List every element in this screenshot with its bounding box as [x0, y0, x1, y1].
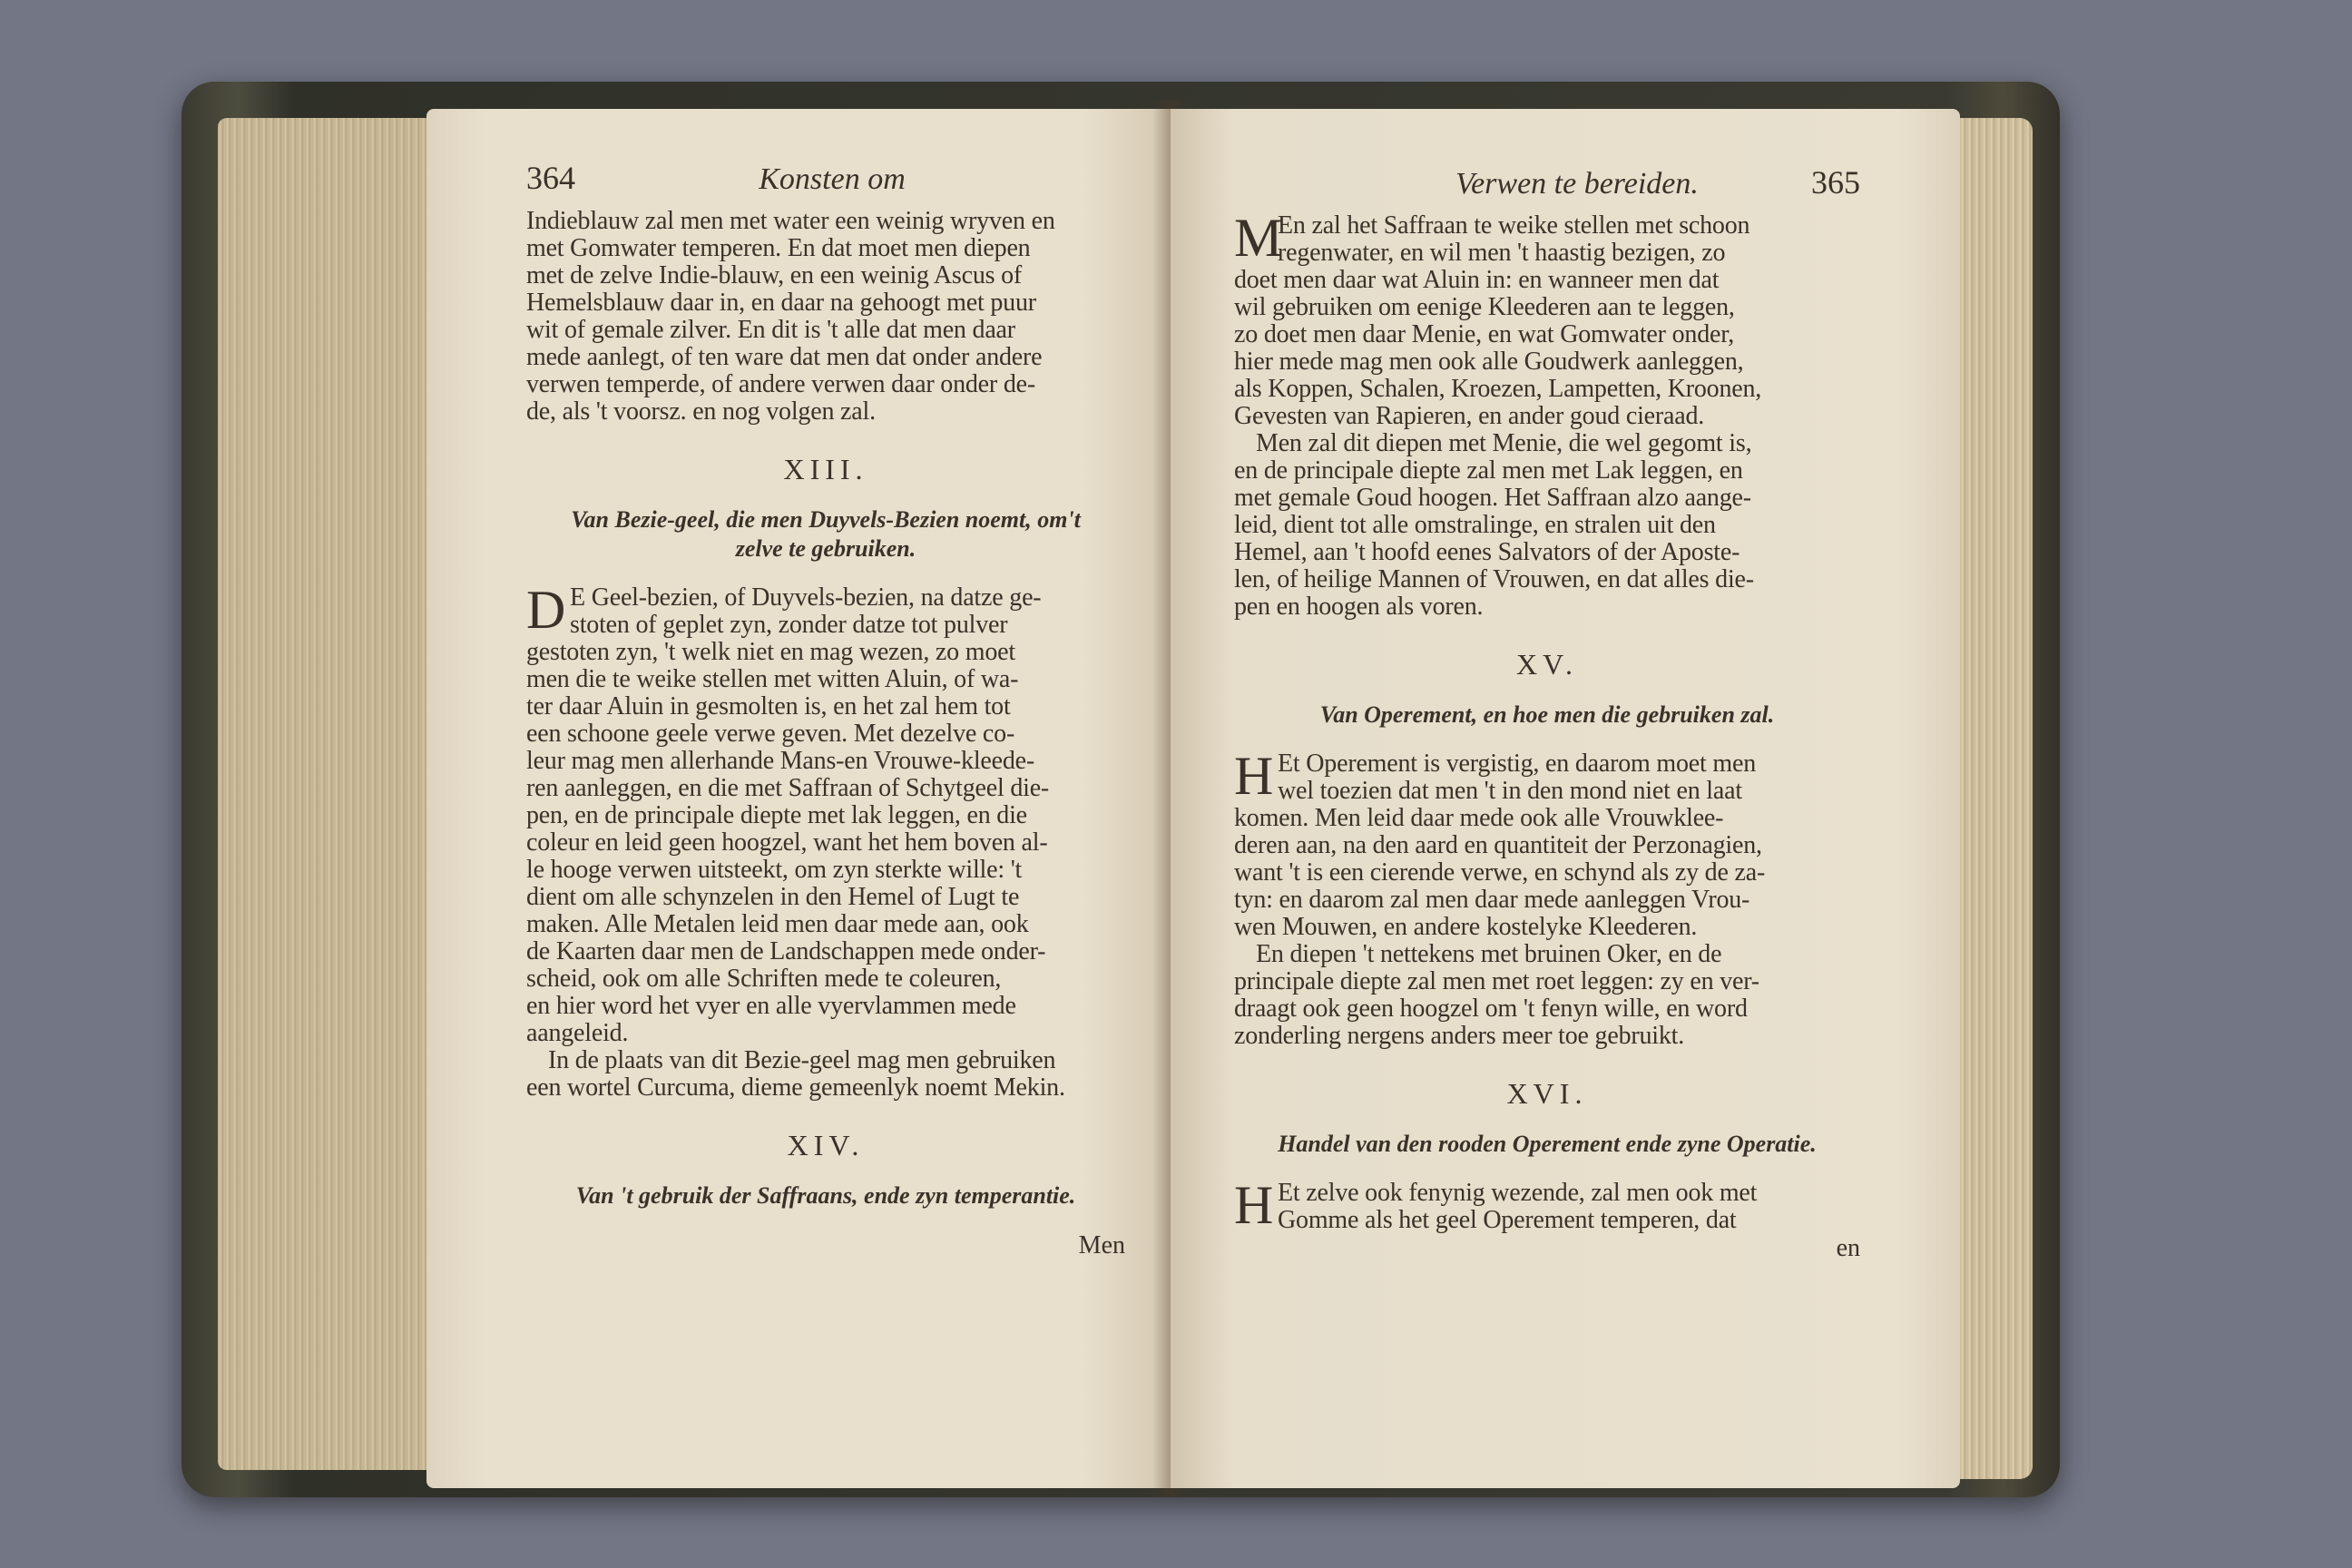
- text-line: de Kaarten daar men de Landschappen mede onder-: [526, 937, 1046, 965]
- text-line: leur mag men allerhande Mans-en Vrouwe-kleede-: [526, 747, 1035, 775]
- text-line: hier mede mag men ook alle Goudwerk aanleggen,: [1234, 348, 1744, 376]
- text-line: tyn: en daarom zal men daar mede aanleggen Vrou-: [1234, 886, 1750, 914]
- text-line-content: E Geel-bezien, of Duyvels-bezien, na datze ge-: [570, 583, 1042, 612]
- left-page-text: [526, 159, 1125, 1260]
- text-line: verwen temperde, of andere verwen daar onder de-: [526, 370, 1035, 398]
- text-line: gestoten zyn, 't welk niet en mag wezen, zo moet: [526, 638, 1015, 666]
- catchword: en: [1836, 1234, 1860, 1262]
- text-line: zonderling nergens anders meer toe gebruikt.: [1234, 1022, 1685, 1050]
- text-line: ren aanleggen, en die met Saffraan of Schytgeel die-: [526, 774, 1050, 802]
- text-line-content: Et zelve ook fenynig wezende, zal men ook met: [1278, 1179, 1758, 1207]
- text-line: En diepen 't nettekens met bruinen Oker, en de: [1256, 940, 1722, 968]
- running-head: Verwen te bereiden.: [1455, 167, 1699, 201]
- text-line: wel toezien dat men 't in den mond niet en laat: [1278, 777, 1742, 805]
- text-line: dient om alle schynzelen in den Hemel of Lugt te: [526, 883, 1020, 911]
- text-line: coleur en leid geen hoogzel, want het hem boven al-: [526, 828, 1048, 857]
- section-subtitle: Van Operement, en hoe men die gebruiken zal.: [1319, 701, 1775, 728]
- text-line: Gevesten van Rapieren, en ander goud cieraad.: [1234, 402, 1705, 430]
- catchword: Men: [1078, 1231, 1125, 1259]
- text-line: met de zelve Indie-blauw, en een weinig Ascus of: [526, 261, 1023, 289]
- drop-cap: H: [1234, 1175, 1274, 1235]
- section-title: XVI.: [1506, 1077, 1588, 1110]
- text-line: principale diepte zal men met roet leggen: zy en ver-: [1234, 967, 1759, 995]
- page-number: 365: [1810, 164, 1860, 201]
- text-line: draagt ook geen hoogzel om 't fenyn wille, en word: [1234, 995, 1748, 1023]
- section-subtitle: zelve te gebruiken.: [735, 535, 916, 562]
- drop-cap: D: [526, 580, 566, 640]
- section-subtitle: Handel van den rooden Operement ende zyne Operatie.: [1278, 1131, 1817, 1157]
- text-line-content: En zal het Saffraan te weike stellen met schoon: [1278, 211, 1750, 240]
- right-page-text: [1234, 163, 1860, 1263]
- text-line: wit of gemale zilver. En dit is 't alle dat men daar: [526, 316, 1015, 344]
- left-page: [426, 109, 1171, 1488]
- text-line: le hooge verwen uitsteekt, om zyn sterkte wille: 't: [526, 856, 1023, 884]
- text-line-content: Et Operement is vergistig, en daarom moet men: [1278, 750, 1757, 778]
- drop-cap: H: [1234, 746, 1274, 806]
- text-line: ter daar Aluin in gesmolten is, en het zal hem tot: [526, 692, 1011, 720]
- text-line: een schoone geele verwe geven. Met dezelve co-: [526, 720, 1015, 748]
- text-line: scheid, ook om alle Schriften mede te coleuren,: [526, 965, 1002, 993]
- page-edges-left: [218, 118, 445, 1470]
- text-line: maken. Alle Metalen leid men daar mede aan, ook: [526, 910, 1029, 938]
- text-line: de, als 't voorsz. en nog volgen zal.: [526, 397, 876, 426]
- text-line: mede aanlegt, of ten ware dat men dat onder andere: [526, 343, 1043, 371]
- text-line: als Koppen, Schalen, Kroezen, Lampetten, Kroonen,: [1234, 375, 1762, 403]
- text-line: len, of heilige Mannen of Vrouwen, en dat alles die-: [1234, 565, 1754, 593]
- text-line: met Gomwater temperen. En dat moet men diepen: [526, 234, 1031, 262]
- text-line: Gomme als het geel Operement temperen, dat: [1278, 1206, 1737, 1234]
- text-line: aangeleid.: [526, 1019, 629, 1047]
- text-line: pen en hoogen als voren.: [1234, 593, 1484, 621]
- text-line: een wortel Curcuma, dieme gemeenlyk noemt Mekin.: [526, 1073, 1065, 1102]
- text-line: In de plaats van dit Bezie-geel mag men gebruiken: [548, 1046, 1056, 1074]
- text-line: komen. Men leid daar mede ook alle Vrouwklee-: [1234, 804, 1724, 832]
- text-line: stoten of geplet zyn, zonder datze tot pulver: [570, 611, 1008, 639]
- text-line: wil gebruiken om eenige Kleederen aan te leggen,: [1234, 293, 1735, 321]
- page-number: 364: [526, 160, 575, 196]
- drop-cap: M: [1234, 208, 1283, 268]
- text-line: zo doet men daar Menie, en wat Gomwater onder,: [1234, 320, 1735, 348]
- right-page: [1171, 109, 1960, 1488]
- section-title: XV.: [1515, 648, 1579, 681]
- text-line: en de principale diepte zal men met Lak leggen, en: [1234, 456, 1743, 485]
- text-line: met gemale Goud hoogen. Het Saffraan alzo aange-: [1234, 484, 1751, 512]
- text-line: men die te weike stellen met witten Aluin, of wa-: [526, 665, 1019, 693]
- left-page-header: [526, 159, 1125, 197]
- running-head: Konsten om: [759, 162, 906, 196]
- text-line: pen, en de principale diepte met lak leggen, en die: [526, 801, 1027, 829]
- section-subtitle: Van 't gebruik der Saffraans, ende zyn temperantie.: [575, 1182, 1076, 1209]
- text-line: Hemelsblauw daar in, en daar na gehoogt met puur: [526, 289, 1036, 317]
- text-line: Men zal dit diepen met Menie, die wel gegomt is,: [1256, 429, 1752, 457]
- section-subtitle: Van Bezie-geel, die men Duyvels-Bezien noemt, om't: [571, 506, 1081, 533]
- section-title: XIV.: [787, 1129, 865, 1161]
- text-line: en hier word het vyer en alle vyervlammen mede: [526, 992, 1016, 1020]
- text-line: want 't is een cierende verwe, en schynd als zy de za-: [1234, 858, 1766, 887]
- text-line: doet men daar wat Aluin in: en wanneer men dat: [1234, 266, 1720, 294]
- text-line: wen Mouwen, en andere kostelyke Kleederen.: [1234, 913, 1698, 941]
- text-line: Indieblauw zal men met water een weinig wryven en: [526, 207, 1055, 235]
- text-line: leid, dient tot alle omstralinge, en stralen uit den: [1234, 511, 1716, 539]
- text-line: regenwater, en wil men 't haastig bezigen, zo: [1278, 239, 1726, 267]
- right-page-header: [1234, 163, 1860, 201]
- section-title: XIII.: [783, 453, 868, 485]
- text-line: Hemel, aan 't hoofd eenes Salvators of der Aposte-: [1234, 538, 1740, 566]
- text-line: deren aan, na den aard en quantiteit der Perzonagien,: [1234, 831, 1762, 859]
